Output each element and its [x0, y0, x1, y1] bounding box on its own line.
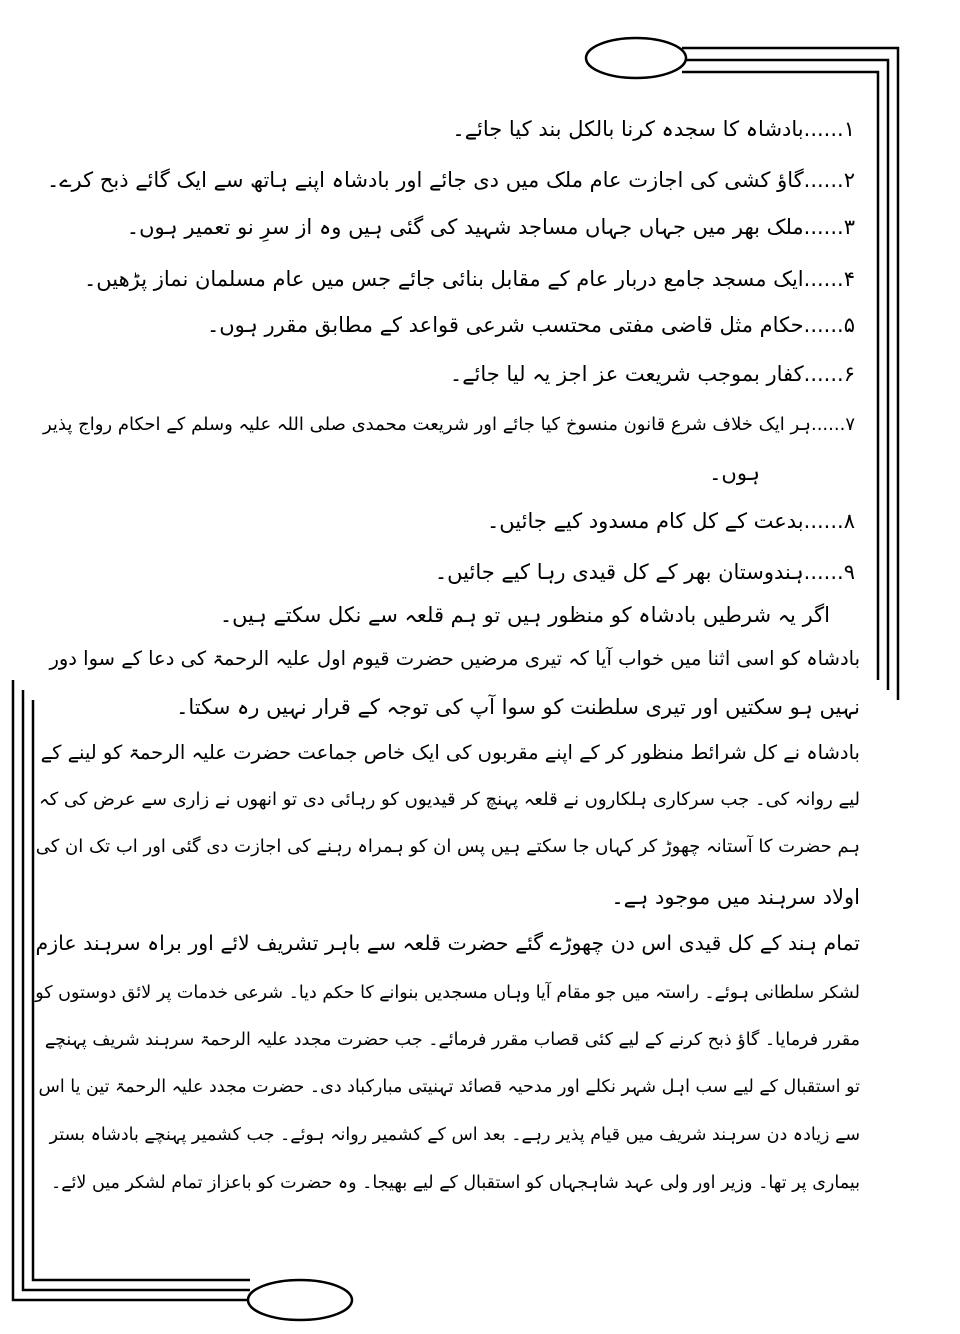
list-item-8 [487, 506, 855, 536]
list-text: حکام مثل قاضی مفتی محتسب شرعی قواعد کے مطابق مقرر ہوں۔ [206, 313, 804, 337]
list-text: ایک مسجد جامع دربار عام کے مقابل بنائی جائے جس میں عام مسلمان نماز پڑھیں۔ [83, 267, 804, 291]
list-number: ۴ [843, 267, 855, 291]
list-ellipsis: ...... [803, 267, 844, 291]
paragraph-line: تو استقبال کے لیے سب اہل شہر نکلے اور مدحیہ قصائد تہنیتی مبارکباد دی۔ حضرت مجدد علیہ الرحمۃ تین یا اس [38, 1077, 860, 1097]
list-number: ۶ [843, 362, 855, 386]
list-text: ملک بھر میں جہاں جہاں مساجد شہید کی گئی ہیں وہ از سرِ نو تعمیر ہوں۔ [126, 215, 804, 239]
list-ellipsis: ...... [803, 168, 844, 192]
list-number: ۹ [843, 560, 855, 584]
list-ellipsis: ...... [803, 215, 844, 239]
list-item-7 [43, 410, 855, 440]
paragraph-line: نہیں ہو سکتیں اور تیری سلطنت کو سوا آپ کی توجہ کے قرار نہیں رہ سکتا۔ [176, 695, 860, 719]
list-ellipsis: ...... [803, 509, 844, 533]
paragraph-line: لیے روانہ کی۔ جب سرکاری ہلکاروں نے قلعہ پہنچ کر قیدیوں کو رہائی دی تو انھوں نے زاری سے عرض کی کہ [39, 789, 860, 810]
list-ellipsis: ...... [803, 313, 844, 337]
list-text: بادشاہ کا سجدہ کرنا بالکل بند کیا جائے۔ [452, 117, 804, 141]
list-text: بدعت کے کل کام مسدود کیے جائیں۔ [486, 509, 804, 533]
list-text: کفار بموجب شریعت عز اجز یہ لیا جائے۔ [449, 362, 804, 386]
list-text: گاؤ کشی کی اجازت عام ملک میں دی جائے اور بادشاہ اپنے ہاتھ سے ایک گائے ذبح کرے۔ [46, 168, 804, 192]
list-ellipsis: ...... [803, 362, 844, 386]
list-number: ۵ [843, 313, 855, 337]
top-ornament-oval [586, 38, 686, 78]
list-item-6 [450, 359, 855, 389]
list-ellipsis: ...... [810, 414, 846, 435]
paragraph-line: اولاد سرہند میں موجود ہے۔ [611, 885, 860, 909]
bottom-ornament-oval [248, 1280, 352, 1320]
paragraph-line: تمام ہند کے کل قیدی اس دن چھوڑے گئے حضرت قلعہ سے باہر تشریف لائے اور براہ سرہند عازم [35, 931, 860, 955]
list-item-7-continuation: ہوں۔ [709, 461, 760, 485]
list-number: ۱ [843, 117, 855, 141]
list-item-2 [47, 165, 855, 195]
list-number: ۳ [843, 215, 855, 239]
closing-line: اگر یہ شرطیں بادشاہ کو منظور ہیں تو ہم قلعہ سے نکل سکتے ہیں۔ [219, 603, 830, 627]
list-number: ۲ [843, 168, 855, 192]
list-item-4 [84, 264, 855, 294]
list-item-3 [127, 212, 855, 242]
list-number: ۷ [845, 414, 855, 435]
paragraph-line: بادشاہ نے کل شرائط منظور کر کے اپنے مقربوں کی ایک خاص جماعت حضرت علیہ الرحمۃ کو لینے کے [40, 741, 860, 764]
paragraph-line: بیماری پر تھا۔ وزیر اور ولی عہد شاہجہاں کو استقبال کے لیے بھیجا۔ وہ حضرت کو باعزاز تمام لشکر میں لائے۔ [51, 1173, 860, 1193]
list-text: ہندوستان بھر کے کل قیدی رہا کیے جائیں۔ [434, 560, 804, 584]
list-item-9 [435, 557, 855, 587]
paragraph-line: لشکر سلطانی ہوئے۔ راستہ میں جو مقام آیا وہاں مسجدیں بنوانے کا حکم دیا۔ شرعی خدمات پر لائق دوستوں کو [35, 983, 860, 1003]
list-text: ہر ایک خلاف شرع قانون منسوخ کیا جائے اور شریعت محمدی صلی اللہ علیہ وسلم کے احکام رواج پذیر [42, 414, 811, 435]
list-ellipsis: ...... [803, 117, 844, 141]
paragraph-line: سے زیادہ دن سرہند شریف میں قیام پذیر رہے۔ بعد اس کے کشمیر روانہ ہوئے۔ جب کشمیر پہنچے بادشاہ بستر [49, 1125, 860, 1145]
paragraph-line: ہم حضرت کا آستانہ چھوڑ کر کہاں جا سکتے ہیں پس ان کو ہمراہ رہنے کی اجازت دی گئی اور اب تک ان کی [35, 836, 860, 857]
paragraph-line: بادشاہ کو اسی اثنا میں خواب آیا کہ تیری مرضیں حضرت قیوم اول علیہ الرحمۃ کی دعا کے سوا دور [49, 647, 860, 670]
list-ellipsis: ...... [803, 560, 844, 584]
paragraph-line: مقرر فرمایا۔ گاؤ ذبح کرنے کے لیے کئی قصاب مقرر فرمائے۔ جب حضرت مجدد علیہ الرحمۃ سرہند شریف پہنچے [44, 1030, 860, 1050]
list-item-5 [207, 310, 855, 340]
list-number: ۸ [843, 509, 855, 533]
list-item-1 [452, 114, 855, 144]
